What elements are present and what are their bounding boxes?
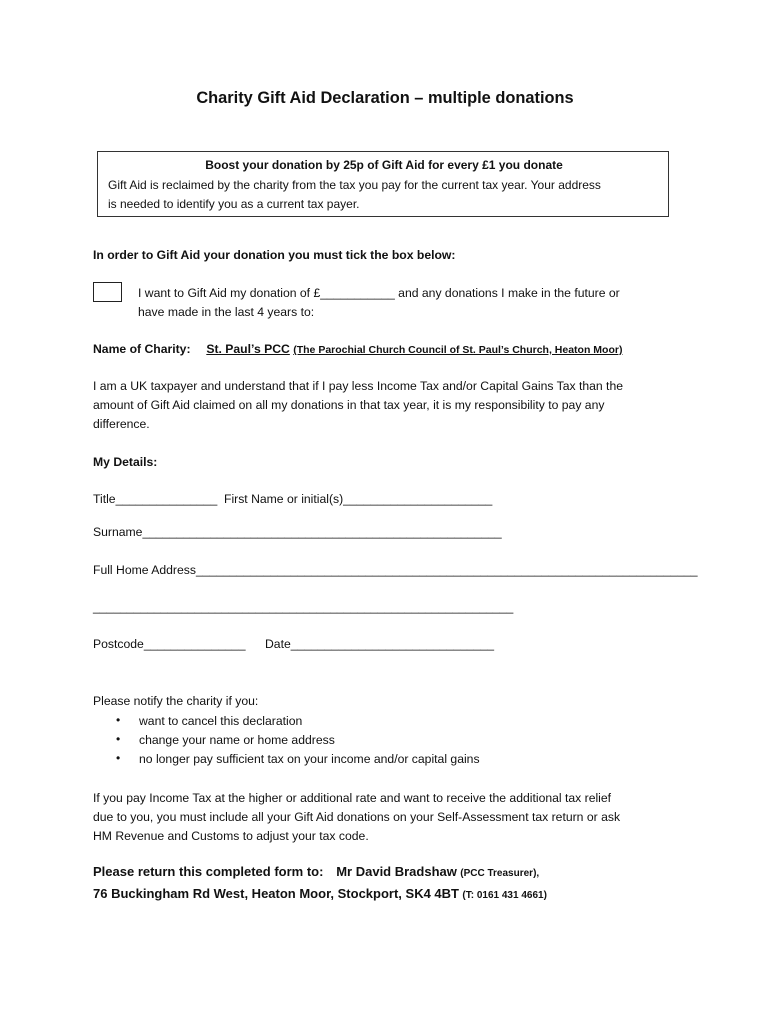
statement-line-1: I am a UK taxpayer and understand that if I pay less Income Tax and/or Capital Gains Tax than the (93, 379, 624, 393)
date-field[interactable]: Date______________________________ (265, 637, 495, 651)
surname-field[interactable]: Surname_____________________________________________________ (93, 525, 502, 539)
boost-line-1: Gift Aid is reclaimed by the charity from the tax you pay for the current tax year. Your address (108, 178, 601, 192)
higher-rate-line-2: due to you, you must include all your Gift Aid donations on your Self-Assessment tax return or ask (93, 810, 621, 824)
charity-detail: (The Parochial Church Council of St. Paul’s Church, Heaton Moor) (293, 344, 623, 356)
return-to-role: (PCC Treasurer), (460, 868, 540, 879)
bullet-1: • (116, 713, 121, 727)
bullet-2: • (116, 732, 121, 746)
notify-item-1: want to cancel this declaration (139, 714, 303, 728)
notify-heading: Please notify the charity if you: (93, 694, 259, 708)
notify-item-2: change your name or home address (139, 733, 335, 747)
notify-item-3: no longer pay sufficient tax on your income and/or capital gains (139, 752, 480, 766)
return-to-label: Please return this completed form to: (93, 864, 324, 879)
charity-name: St. Paul’s PCC (206, 342, 290, 356)
return-to-address: 76 Buckingham Rd West, Heaton Moor, Stockport, SK4 4BT (93, 886, 459, 901)
higher-rate-line-1: If you pay Income Tax at the higher or additional rate and want to receive the additional tax relief (93, 791, 612, 805)
first-name-field[interactable]: First Name or initial(s)______________________ (224, 492, 493, 506)
statement-line-2: amount of Gift Aid claimed on all my donations in that tax year, it is my responsibility to pay any (93, 398, 605, 412)
boost-line-2: is needed to identify you as a current tax payer. (108, 197, 360, 211)
tick-instruction: In order to Gift Aid your donation you must tick the box below: (93, 248, 456, 262)
home-address-field[interactable]: Full Home Address__________________________________________________________________________ (93, 563, 698, 577)
title-field[interactable]: Title_______________ (93, 492, 218, 506)
charity-name-row (93, 342, 622, 356)
bullet-3: • (116, 751, 121, 765)
gift-aid-checkbox[interactable] (93, 282, 122, 302)
return-to-name: Mr David Bradshaw (336, 864, 457, 879)
home-address-line-2[interactable]: ______________________________________________________________ (93, 600, 514, 614)
boost-info-box (97, 151, 669, 217)
higher-rate-line-3: HM Revenue and Customs to adjust your tax code. (93, 829, 369, 843)
statement-line-3: difference. (93, 417, 150, 431)
declaration-line-1: I want to Gift Aid my donation of £___________ and any donations I make in the future or (138, 286, 620, 300)
form-title: Charity Gift Aid Declaration – multiple donations (196, 89, 574, 107)
my-details-heading: My Details: (93, 455, 158, 469)
declaration-line-2: have made in the last 4 years to: (138, 305, 315, 319)
return-to-line-2 (93, 886, 547, 901)
return-to-line-1 (93, 864, 539, 879)
return-to-phone: (T: 0161 431 4661) (462, 890, 547, 901)
postcode-field[interactable]: Postcode_______________ (93, 637, 246, 651)
boost-heading: Boost your donation by 25p of Gift Aid for every £1 you donate (205, 158, 563, 172)
charity-label: Name of Charity: (93, 342, 191, 356)
